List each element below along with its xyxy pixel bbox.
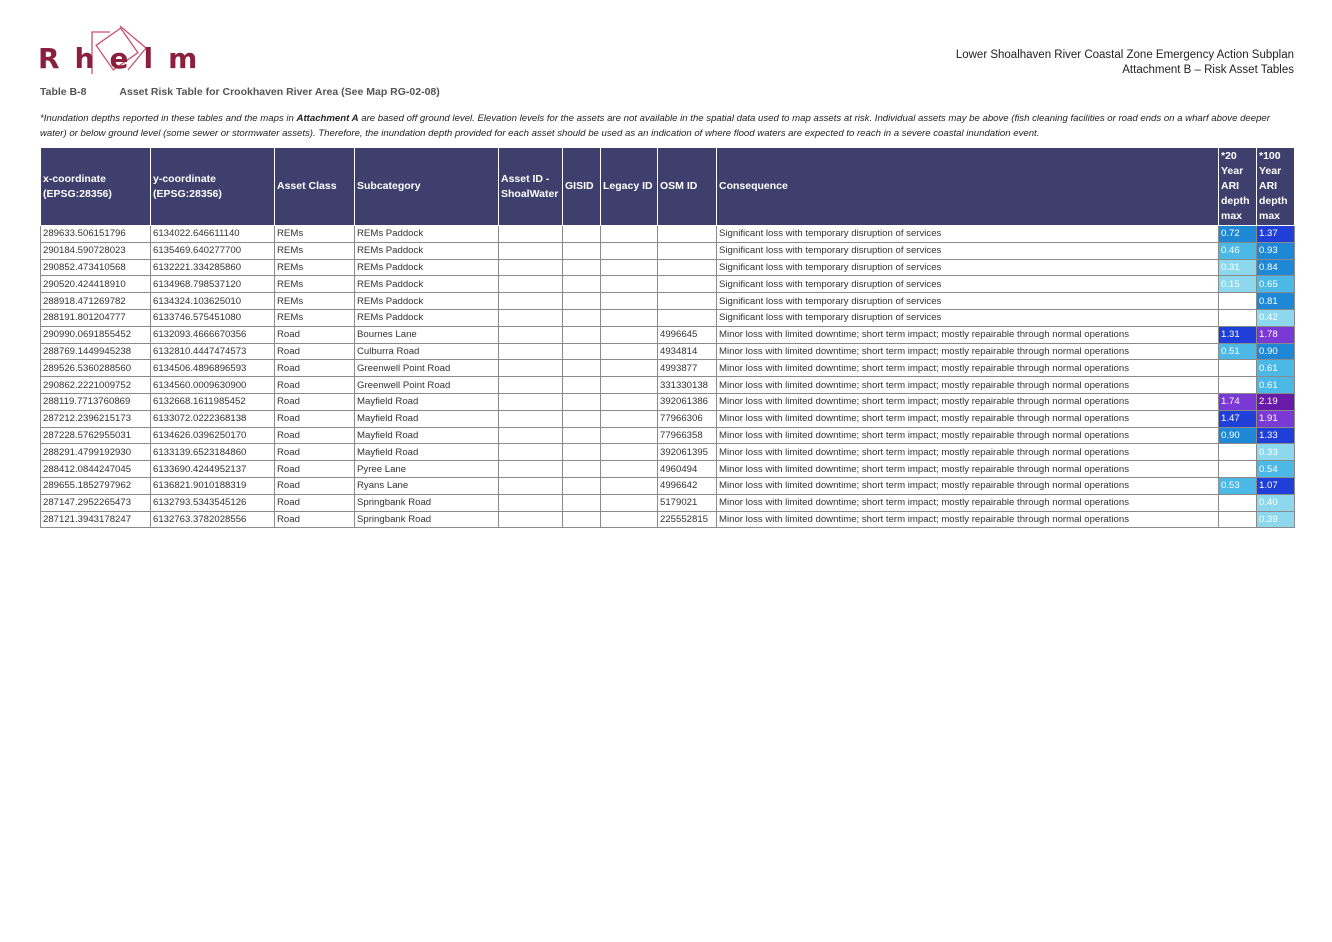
asset-id-cell: [499, 226, 563, 243]
ari100-depth-cell: 0.90: [1257, 343, 1295, 360]
osm-id-cell: 4993877: [658, 360, 717, 377]
ari20-depth-cell: [1219, 461, 1257, 478]
ari20-depth-cell: [1219, 377, 1257, 394]
x-coordinate-cell: 290852.473410568: [41, 259, 151, 276]
gisid-cell: [563, 461, 601, 478]
asset-class-cell: Road: [275, 360, 355, 377]
y-coordinate-cell: 6132093.4666670356: [151, 326, 275, 343]
y-coordinate-cell: 6133072.0222368138: [151, 410, 275, 427]
osm-id-cell: 4960494: [658, 461, 717, 478]
legacy-id-cell: [601, 444, 658, 461]
asset-id-cell: [499, 309, 563, 326]
ari20-depth-cell: 1.47: [1219, 410, 1257, 427]
col-x-coordinate: x-coordinate (EPSG:28356): [41, 148, 151, 226]
asset-risk-table: [40, 147, 1295, 528]
gisid-cell: [563, 326, 601, 343]
asset-class-cell: Road: [275, 326, 355, 343]
table-row: [41, 477, 1295, 494]
subcategory-cell: Mayfield Road: [355, 393, 499, 410]
legacy-id-cell: [601, 326, 658, 343]
table-number: Table B-8: [40, 86, 87, 98]
col-gisid: GISID: [563, 148, 601, 226]
asset-id-cell: [499, 259, 563, 276]
ari20-depth-cell: 1.74: [1219, 393, 1257, 410]
subcategory-cell: Springbank Road: [355, 494, 499, 511]
subcategory-cell: REMs Paddock: [355, 309, 499, 326]
x-coordinate-cell: 288412.0844247045: [41, 461, 151, 478]
asset-class-cell: REMs: [275, 242, 355, 259]
legacy-id-cell: [601, 309, 658, 326]
consequence-cell: Minor loss with limited downtime; short term impact; mostly repairable through normal operations: [717, 494, 1219, 511]
gisid-cell: [563, 276, 601, 293]
ari100-depth-cell: 0.54: [1257, 461, 1295, 478]
consequence-cell: Minor loss with limited downtime; short term impact; mostly repairable through normal operations: [717, 461, 1219, 478]
x-coordinate-cell: 287228.5762955031: [41, 427, 151, 444]
table-row: [41, 293, 1295, 310]
table-row: [41, 377, 1295, 394]
ari20-depth-cell: [1219, 309, 1257, 326]
col-y-coordinate: y-coordinate (EPSG:28356): [151, 148, 275, 226]
table-row: [41, 511, 1295, 528]
table-body: [41, 226, 1295, 528]
ari20-depth-cell: 0.31: [1219, 259, 1257, 276]
col-osm-id: OSM ID: [658, 148, 717, 226]
legacy-id-cell: [601, 293, 658, 310]
table-row: [41, 410, 1295, 427]
rhelm-logo: [38, 24, 213, 76]
table-row: [41, 309, 1295, 326]
col-subcategory: Subcategory: [355, 148, 499, 226]
subcategory-cell: Mayfield Road: [355, 410, 499, 427]
consequence-cell: Minor loss with limited downtime; short term impact; mostly repairable through normal operations: [717, 477, 1219, 494]
osm-id-cell: 331330138: [658, 377, 717, 394]
ari100-depth-cell: 0.61: [1257, 360, 1295, 377]
consequence-cell: Significant loss with temporary disruption of services: [717, 309, 1219, 326]
asset-class-cell: Road: [275, 427, 355, 444]
subcategory-cell: REMs Paddock: [355, 276, 499, 293]
asset-id-cell: [499, 326, 563, 343]
gisid-cell: [563, 377, 601, 394]
gisid-cell: [563, 259, 601, 276]
asset-id-cell: [499, 242, 563, 259]
y-coordinate-cell: 6136821.9010188319: [151, 477, 275, 494]
ari100-depth-cell: 0.42: [1257, 309, 1295, 326]
ari100-depth-cell: 0.93: [1257, 242, 1295, 259]
table-row: [41, 259, 1295, 276]
ari20-depth-cell: 1.31: [1219, 326, 1257, 343]
gisid-cell: [563, 309, 601, 326]
x-coordinate-cell: 289655.1852797962: [41, 477, 151, 494]
consequence-cell: Minor loss with limited downtime; short term impact; mostly repairable through normal operations: [717, 393, 1219, 410]
y-coordinate-cell: 6132763.3782028556: [151, 511, 275, 528]
x-coordinate-cell: 288119.7713760869: [41, 393, 151, 410]
asset-id-cell: [499, 377, 563, 394]
table-row: [41, 226, 1295, 243]
gisid-cell: [563, 242, 601, 259]
ari100-depth-cell: 2.19: [1257, 393, 1295, 410]
ari20-depth-cell: 0.46: [1219, 242, 1257, 259]
osm-id-cell: 225552815: [658, 511, 717, 528]
x-coordinate-cell: 288769.1449945238: [41, 343, 151, 360]
gisid-cell: [563, 410, 601, 427]
subcategory-cell: REMs Paddock: [355, 259, 499, 276]
ari100-depth-cell: 1.33: [1257, 427, 1295, 444]
ari20-depth-cell: 0.15: [1219, 276, 1257, 293]
document-title: Lower Shoalhaven River Coastal Zone Emergency Action Subplan: [955, 49, 1294, 61]
y-coordinate-cell: 6134324.103625010: [151, 293, 275, 310]
ari20-depth-cell: [1219, 511, 1257, 528]
asset-class-cell: REMs: [275, 309, 355, 326]
note-text-before: *Inundation depths reported in these tables and the maps in: [40, 113, 297, 124]
y-coordinate-cell: 6132668.1611985452: [151, 393, 275, 410]
gisid-cell: [563, 494, 601, 511]
table-row: [41, 326, 1295, 343]
y-coordinate-cell: 6135469.640277700: [151, 242, 275, 259]
asset-id-cell: [499, 427, 563, 444]
subcategory-cell: REMs Paddock: [355, 242, 499, 259]
osm-id-cell: [658, 293, 717, 310]
ari20-depth-cell: 0.53: [1219, 477, 1257, 494]
table-header-row: [41, 148, 1295, 226]
note-text-after: are based off ground level. Elevation levels for the assets are not available in the spatial data used to map assets at risk. Individual assets may be above (fish cleaning facilities or road ends on a wharf above deeper water) or below ground level (some sewer or stormwater assets). Therefore, the inundation depth provided for each asset should be used as an indication of where flood waters are expected to reach in a severe coastal inundation event.: [40, 113, 1270, 139]
table-row: [41, 242, 1295, 259]
ari100-depth-cell: 0.84: [1257, 259, 1295, 276]
gisid-cell: [563, 226, 601, 243]
gisid-cell: [563, 444, 601, 461]
consequence-cell: Minor loss with limited downtime; short term impact; mostly repairable through normal operations: [717, 343, 1219, 360]
osm-id-cell: 392061395: [658, 444, 717, 461]
note-attachment-ref: Attachment A: [296, 113, 359, 124]
osm-id-cell: [658, 309, 717, 326]
x-coordinate-cell: 290862.2221009752: [41, 377, 151, 394]
subcategory-cell: Greenwell Point Road: [355, 377, 499, 394]
col-ari20-depth: *20 Year ARI depth max: [1219, 148, 1257, 226]
gisid-cell: [563, 427, 601, 444]
y-coordinate-cell: 6133690.4244952137: [151, 461, 275, 478]
asset-id-cell: [499, 360, 563, 377]
legacy-id-cell: [601, 226, 658, 243]
asset-class-cell: Road: [275, 494, 355, 511]
asset-id-cell: [499, 444, 563, 461]
x-coordinate-cell: 288291.4799192930: [41, 444, 151, 461]
legacy-id-cell: [601, 276, 658, 293]
col-asset-id: Asset ID - ShoalWater: [499, 148, 563, 226]
gisid-cell: [563, 511, 601, 528]
asset-class-cell: Road: [275, 511, 355, 528]
table-row: [41, 393, 1295, 410]
osm-id-cell: 77966358: [658, 427, 717, 444]
osm-id-cell: [658, 242, 717, 259]
table-row: [41, 461, 1295, 478]
subcategory-cell: REMs Paddock: [355, 293, 499, 310]
osm-id-cell: [658, 226, 717, 243]
subcategory-cell: Mayfield Road: [355, 427, 499, 444]
legacy-id-cell: [601, 343, 658, 360]
subcategory-cell: Bournes Lane: [355, 326, 499, 343]
y-coordinate-cell: 6134022.646611140: [151, 226, 275, 243]
legacy-id-cell: [601, 427, 658, 444]
gisid-cell: [563, 293, 601, 310]
consequence-cell: Minor loss with limited downtime; short term impact; mostly repairable through normal operations: [717, 377, 1219, 394]
osm-id-cell: 4934814: [658, 343, 717, 360]
table-title: Asset Risk Table for Crookhaven River Area (See Map RG-02-08): [119, 86, 440, 98]
legacy-id-cell: [601, 259, 658, 276]
asset-id-cell: [499, 461, 563, 478]
col-ari100-depth: *100 Year ARI depth max: [1257, 148, 1295, 226]
asset-class-cell: Road: [275, 377, 355, 394]
asset-id-cell: [499, 343, 563, 360]
table-row: [41, 343, 1295, 360]
asset-class-cell: Road: [275, 393, 355, 410]
ari100-depth-cell: 1.91: [1257, 410, 1295, 427]
asset-id-cell: [499, 511, 563, 528]
x-coordinate-cell: 287212.2396215173: [41, 410, 151, 427]
subcategory-cell: REMs Paddock: [355, 226, 499, 243]
consequence-cell: Minor loss with limited downtime; short term impact; mostly repairable through normal operations: [717, 511, 1219, 528]
ari100-depth-cell: 0.39: [1257, 511, 1295, 528]
osm-id-cell: 392061386: [658, 393, 717, 410]
x-coordinate-cell: 289526.5360288560: [41, 360, 151, 377]
osm-id-cell: 77966306: [658, 410, 717, 427]
document-header: [956, 48, 1294, 78]
ari20-depth-cell: [1219, 494, 1257, 511]
ari20-depth-cell: 0.90: [1219, 427, 1257, 444]
consequence-cell: Minor loss with limited downtime; short term impact; mostly repairable through normal operations: [717, 326, 1219, 343]
ari20-depth-cell: 0.72: [1219, 226, 1257, 243]
gisid-cell: [563, 360, 601, 377]
document-subtitle: Attachment B – Risk Asset Tables: [1122, 64, 1294, 76]
ari100-depth-cell: 0.65: [1257, 276, 1295, 293]
asset-id-cell: [499, 276, 563, 293]
x-coordinate-cell: 289633.506151796: [41, 226, 151, 243]
legacy-id-cell: [601, 477, 658, 494]
subcategory-cell: Culburra Road: [355, 343, 499, 360]
table-row: [41, 360, 1295, 377]
x-coordinate-cell: 290184.590728023: [41, 242, 151, 259]
asset-id-cell: [499, 494, 563, 511]
asset-class-cell: Road: [275, 343, 355, 360]
y-coordinate-cell: 6134968.798537120: [151, 276, 275, 293]
asset-class-cell: Road: [275, 410, 355, 427]
legacy-id-cell: [601, 461, 658, 478]
consequence-cell: Minor loss with limited downtime; short term impact; mostly repairable through normal operations: [717, 360, 1219, 377]
gisid-cell: [563, 343, 601, 360]
table-row: [41, 276, 1295, 293]
subcategory-cell: Springbank Road: [355, 511, 499, 528]
consequence-cell: Significant loss with temporary disruption of services: [717, 293, 1219, 310]
table-row: [41, 494, 1295, 511]
osm-id-cell: [658, 276, 717, 293]
y-coordinate-cell: 6132793.5343545126: [151, 494, 275, 511]
ari100-depth-cell: 1.37: [1257, 226, 1295, 243]
consequence-cell: Minor loss with limited downtime; short term impact; mostly repairable through normal operations: [717, 444, 1219, 461]
asset-id-cell: [499, 393, 563, 410]
ari100-depth-cell: 0.33: [1257, 444, 1295, 461]
logo-wordmark: Rhelm: [38, 42, 213, 75]
asset-class-cell: REMs: [275, 293, 355, 310]
consequence-cell: Minor loss with limited downtime; short term impact; mostly repairable through normal operations: [717, 410, 1219, 427]
consequence-cell: Significant loss with temporary disruption of services: [717, 259, 1219, 276]
asset-id-cell: [499, 293, 563, 310]
osm-id-cell: 5179021: [658, 494, 717, 511]
osm-id-cell: [658, 259, 717, 276]
legacy-id-cell: [601, 360, 658, 377]
col-legacy-id: Legacy ID: [601, 148, 658, 226]
x-coordinate-cell: 288191.801204777: [41, 309, 151, 326]
consequence-cell: Significant loss with temporary disruption of services: [717, 242, 1219, 259]
subcategory-cell: Ryans Lane: [355, 477, 499, 494]
legacy-id-cell: [601, 410, 658, 427]
ari20-depth-cell: [1219, 444, 1257, 461]
table-row: [41, 444, 1295, 461]
asset-class-cell: REMs: [275, 226, 355, 243]
y-coordinate-cell: 6134626.0396250170: [151, 427, 275, 444]
asset-class-cell: Road: [275, 444, 355, 461]
y-coordinate-cell: 6133139.6523184860: [151, 444, 275, 461]
ari100-depth-cell: 0.81: [1257, 293, 1295, 310]
ari100-depth-cell: 1.78: [1257, 326, 1295, 343]
col-consequence: Consequence: [717, 148, 1219, 226]
y-coordinate-cell: 6132221.334285860: [151, 259, 275, 276]
legacy-id-cell: [601, 377, 658, 394]
table-caption: [40, 86, 440, 98]
subcategory-cell: Mayfield Road: [355, 444, 499, 461]
consequence-cell: Significant loss with temporary disruption of services: [717, 276, 1219, 293]
x-coordinate-cell: 290990.0691855452: [41, 326, 151, 343]
ari20-depth-cell: 0.51: [1219, 343, 1257, 360]
consequence-cell: Significant loss with temporary disruption of services: [717, 226, 1219, 243]
ari100-depth-cell: 0.40: [1257, 494, 1295, 511]
legacy-id-cell: [601, 393, 658, 410]
y-coordinate-cell: 6134560.0009630900: [151, 377, 275, 394]
gisid-cell: [563, 393, 601, 410]
ari100-depth-cell: 0.61: [1257, 377, 1295, 394]
ari20-depth-cell: [1219, 360, 1257, 377]
legacy-id-cell: [601, 511, 658, 528]
consequence-cell: Minor loss with limited downtime; short term impact; mostly repairable through normal operations: [717, 427, 1219, 444]
asset-class-cell: Road: [275, 477, 355, 494]
gisid-cell: [563, 477, 601, 494]
table-row: [41, 427, 1295, 444]
subcategory-cell: Pyree Lane: [355, 461, 499, 478]
osm-id-cell: 4996645: [658, 326, 717, 343]
y-coordinate-cell: 6134506.4896896593: [151, 360, 275, 377]
x-coordinate-cell: 287147.2952265473: [41, 494, 151, 511]
legacy-id-cell: [601, 242, 658, 259]
legacy-id-cell: [601, 494, 658, 511]
asset-id-cell: [499, 477, 563, 494]
x-coordinate-cell: 288918.471269782: [41, 293, 151, 310]
col-asset-class: Asset Class: [275, 148, 355, 226]
x-coordinate-cell: 290520.424418910: [41, 276, 151, 293]
y-coordinate-cell: 6132810.4447474573: [151, 343, 275, 360]
osm-id-cell: 4996642: [658, 477, 717, 494]
x-coordinate-cell: 287121.3943178247: [41, 511, 151, 528]
y-coordinate-cell: 6133746.575451080: [151, 309, 275, 326]
ari100-depth-cell: 1.07: [1257, 477, 1295, 494]
ari20-depth-cell: [1219, 293, 1257, 310]
asset-id-cell: [499, 410, 563, 427]
asset-class-cell: REMs: [275, 276, 355, 293]
asset-class-cell: REMs: [275, 259, 355, 276]
asset-class-cell: Road: [275, 461, 355, 478]
inundation-note: [40, 111, 1296, 141]
subcategory-cell: Greenwell Point Road: [355, 360, 499, 377]
